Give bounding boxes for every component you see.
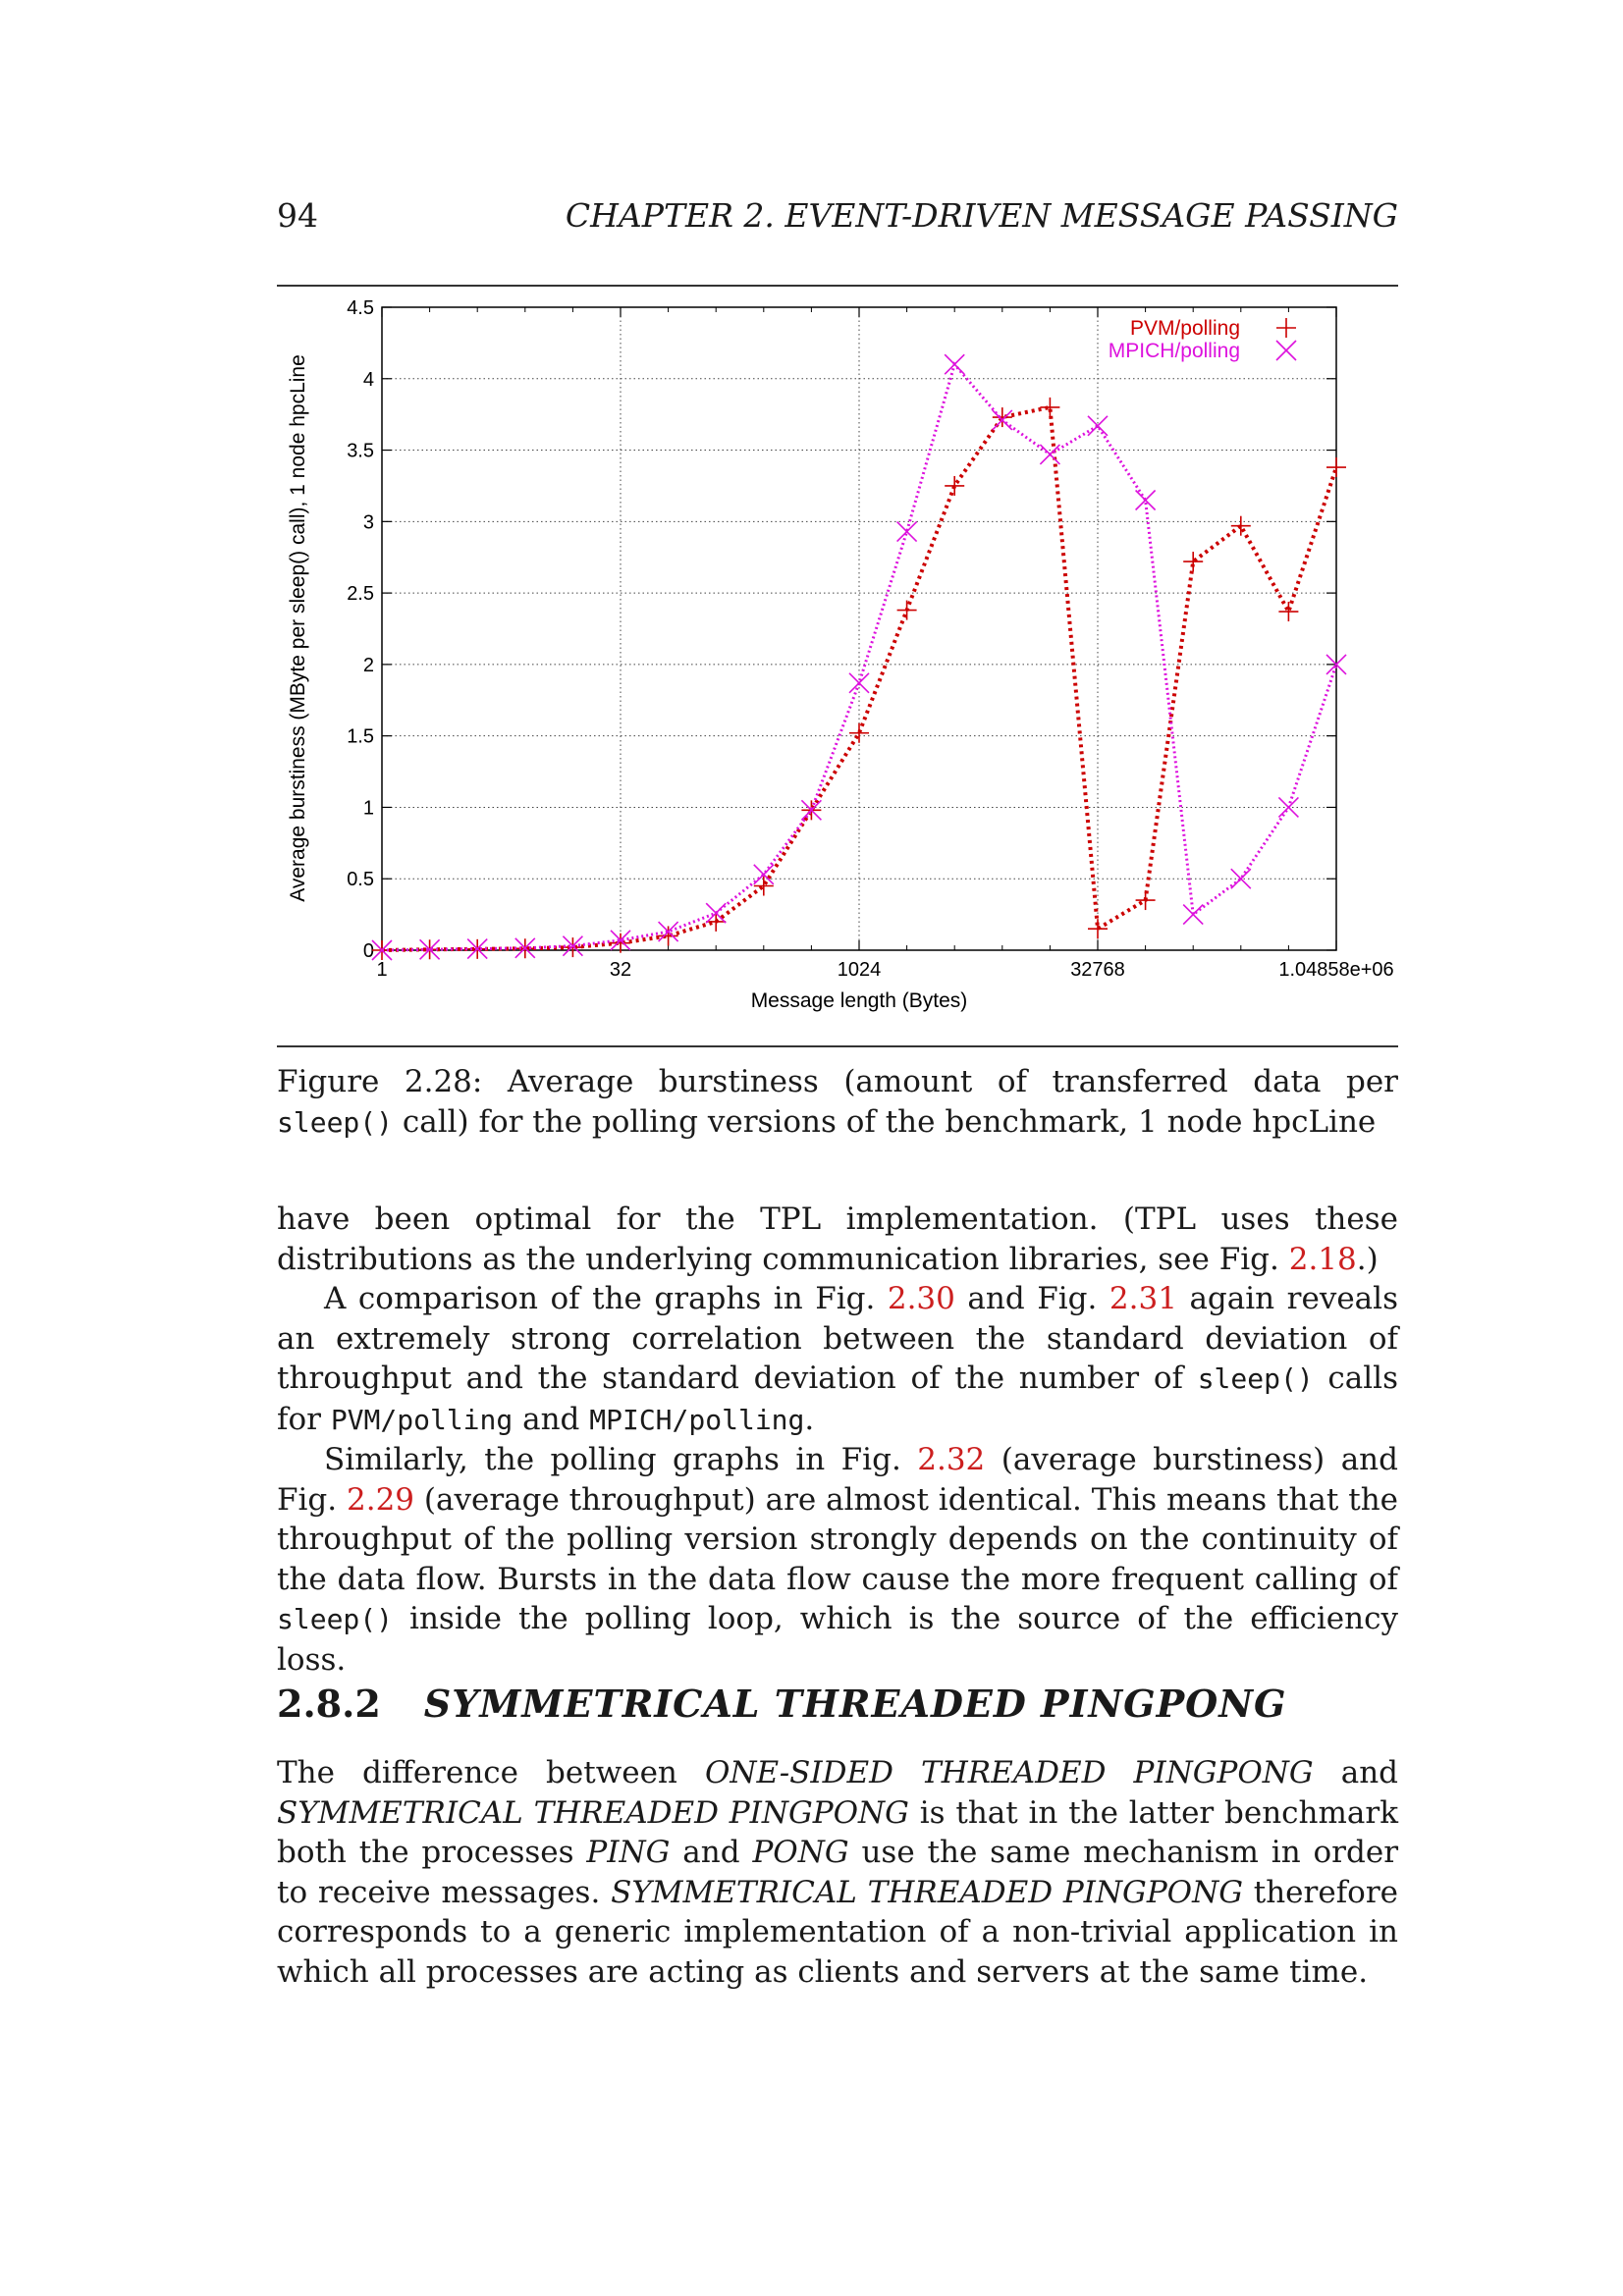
legend-marker-mpich	[1276, 341, 1296, 360]
y-tick-label: 2	[362, 654, 374, 676]
caption-code: sleep()	[277, 1106, 394, 1139]
body-text	[277, 1200, 1398, 1680]
data-point-pvm	[563, 937, 582, 957]
legend-label-mpich: MPICH/polling	[1108, 340, 1240, 362]
data-point-mpich	[1278, 797, 1298, 817]
fig-link-2-32[interactable]: 2.32	[917, 1442, 986, 1477]
burstiness-chart	[277, 291, 1398, 1037]
running-header	[277, 196, 1398, 241]
x-tick-label: 1024	[837, 959, 882, 981]
y-tick-label: 1.5	[347, 725, 374, 748]
section-heading	[277, 1682, 1286, 1726]
x-tick-label: 1.04858e+06	[1278, 959, 1394, 981]
fig-link-2-30[interactable]: 2.30	[887, 1281, 955, 1316]
legend-label-pvm: PVM/polling	[1129, 317, 1240, 340]
data-point-pvm	[1136, 890, 1156, 910]
y-tick-label: 3	[362, 511, 374, 534]
grid-lines	[382, 307, 1336, 950]
paragraph-3: Similarly, the polling graphs in Fig. 2.32 (average burstiness) and Fig. 2.29 (average throughput) are almost identical. This means that the throughput of the polling version strongly depends on the continuity of the data flow. Bursts in the data flow cause the more frequent calling of sleep() inside the polling loop, which is the source of the efficiency loss.	[277, 1442, 1398, 1678]
y-tick-label: 4	[362, 368, 374, 391]
data-point-mpich	[1231, 869, 1251, 888]
section-number: 2.8.2	[277, 1682, 381, 1726]
data-point-mpich	[1040, 445, 1059, 464]
bottom-rule	[277, 1045, 1398, 1047]
top-rule	[277, 285, 1398, 287]
fig-link-2-29[interactable]: 2.29	[347, 1481, 415, 1518]
section-body	[277, 1753, 1398, 1992]
plot-frame	[382, 307, 1336, 950]
x-tick-label: 1	[376, 959, 388, 981]
paragraph-2: A comparison of the graphs in Fig. 2.30 and Fig. 2.31 again reveals an extremely strong correlation between the standard deviation of throughput and the standard deviation of the number of sleep() calls for PVM/polling and MPICH/polling.	[277, 1281, 1398, 1437]
y-tick-label: 0	[362, 940, 374, 962]
caption-text-tail: call) for the polling versions of the benchmark, 1 node hpcLine	[393, 1104, 1377, 1140]
x-axis-label: Message length (Bytes)	[750, 989, 968, 1012]
paragraph-4: The difference between ONE-SIDED THREADED PINGPONG and SYMMETRICAL THREADED PINGPONG is that in the latter benchmark both the processes PING and PONG use the same mechanism in order to receive messages. SYMMETRICAL THREADED PINGPONG therefore corresponds to a generic implementation of a non-trivial application in which all processes are acting as clients and servers at the same time.	[277, 1755, 1399, 1990]
y-tick-label: 2.5	[347, 583, 374, 606]
y-axis-ticks	[347, 297, 1336, 962]
section-title: SYMMETRICAL THREADED PINGPONG	[423, 1682, 1287, 1726]
data-point-mpich	[849, 673, 869, 693]
figure-caption	[277, 1062, 1398, 1143]
y-tick-label: 3.5	[347, 440, 374, 462]
page-number: 94	[277, 196, 318, 235]
data-point-pvm	[945, 476, 964, 496]
data-point-pvm	[849, 723, 869, 743]
data-point-mpich	[945, 354, 964, 374]
legend	[1109, 317, 1296, 362]
caption-text: Figure 2.28: Average burstiness (amount of transferred data per	[277, 1064, 1398, 1099]
data-point-pvm	[1326, 457, 1346, 477]
x-tick-label: 32	[609, 959, 632, 981]
data-point-mpich	[1136, 491, 1156, 510]
data-point-pvm	[1088, 919, 1108, 938]
legend-marker-pvm	[1276, 318, 1296, 338]
data-point-pvm	[1278, 602, 1298, 621]
fig-link-2-18[interactable]: 2.18	[1288, 1241, 1357, 1277]
paragraph-1: have been optimal for the TPL implementation. (TPL uses these distributions as the underlying communication libraries, see Fig. 2.18.)	[277, 1201, 1398, 1277]
y-tick-label: 0.5	[347, 869, 374, 891]
x-tick-label: 32768	[1070, 959, 1125, 981]
y-tick-label: 1	[362, 797, 374, 820]
data-point-pvm	[1040, 398, 1059, 417]
fig-link-2-31[interactable]: 2.31	[1109, 1281, 1177, 1316]
y-tick-label: 4.5	[347, 297, 374, 319]
chapter-title: CHAPTER 2. EVENT-DRIVEN MESSAGE PASSING	[565, 196, 1398, 235]
data-point-mpich	[897, 522, 917, 542]
data-point-pvm	[897, 601, 917, 620]
y-axis-label: Average burstiness (MByte per sleep() call), 1 node hpcLine	[287, 354, 309, 902]
